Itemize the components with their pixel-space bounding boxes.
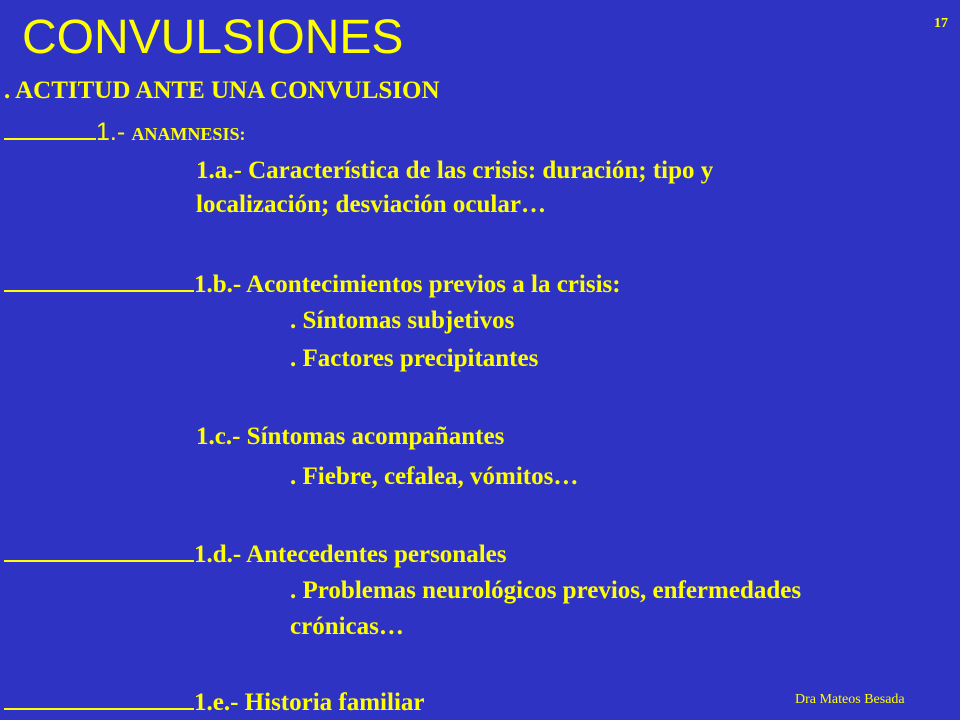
underline-rule bbox=[4, 536, 194, 562]
item-a-line1: 1.a.- Característica de las crisis: duración; tipo y bbox=[196, 157, 714, 184]
item-b-sub2: . Factores precipitantes bbox=[290, 345, 539, 372]
section-heading: . ACTITUD ANTE UNA CONVULSION bbox=[4, 77, 440, 104]
item-b-title: 1.b.- Acontecimientos previos a la crisis: bbox=[194, 271, 621, 298]
footer-author: Dra Mateos Besada bbox=[795, 692, 905, 707]
subheading-label: ANAMNESIS: bbox=[131, 124, 246, 144]
item-d-row bbox=[4, 536, 506, 572]
item-c-sub1: . Fiebre, cefalea, vómitos… bbox=[290, 463, 579, 490]
slide-title: CONVULSIONES bbox=[22, 11, 404, 64]
item-b-row bbox=[4, 266, 621, 302]
underline-rule bbox=[4, 266, 194, 292]
subheading bbox=[4, 114, 245, 148]
subheading-number: 1.- bbox=[96, 118, 126, 146]
item-d-sub2: crónicas… bbox=[290, 613, 404, 640]
item-c-title: 1.c.- Síntomas acompañantes bbox=[196, 423, 505, 450]
page-number: 17 bbox=[934, 16, 948, 31]
item-d-title: 1.d.- Antecedentes personales bbox=[194, 541, 507, 568]
underline-rule bbox=[4, 684, 194, 710]
item-a-line2: localización; desviación ocular… bbox=[196, 191, 546, 218]
item-d-sub1: . Problemas neurológicos previos, enfermedades bbox=[290, 577, 802, 604]
item-e-row bbox=[4, 684, 425, 720]
item-b-sub1: . Síntomas subjetivos bbox=[290, 307, 515, 334]
underline-rule bbox=[4, 114, 96, 140]
item-e-title: 1.e.- Historia familiar bbox=[194, 689, 425, 716]
